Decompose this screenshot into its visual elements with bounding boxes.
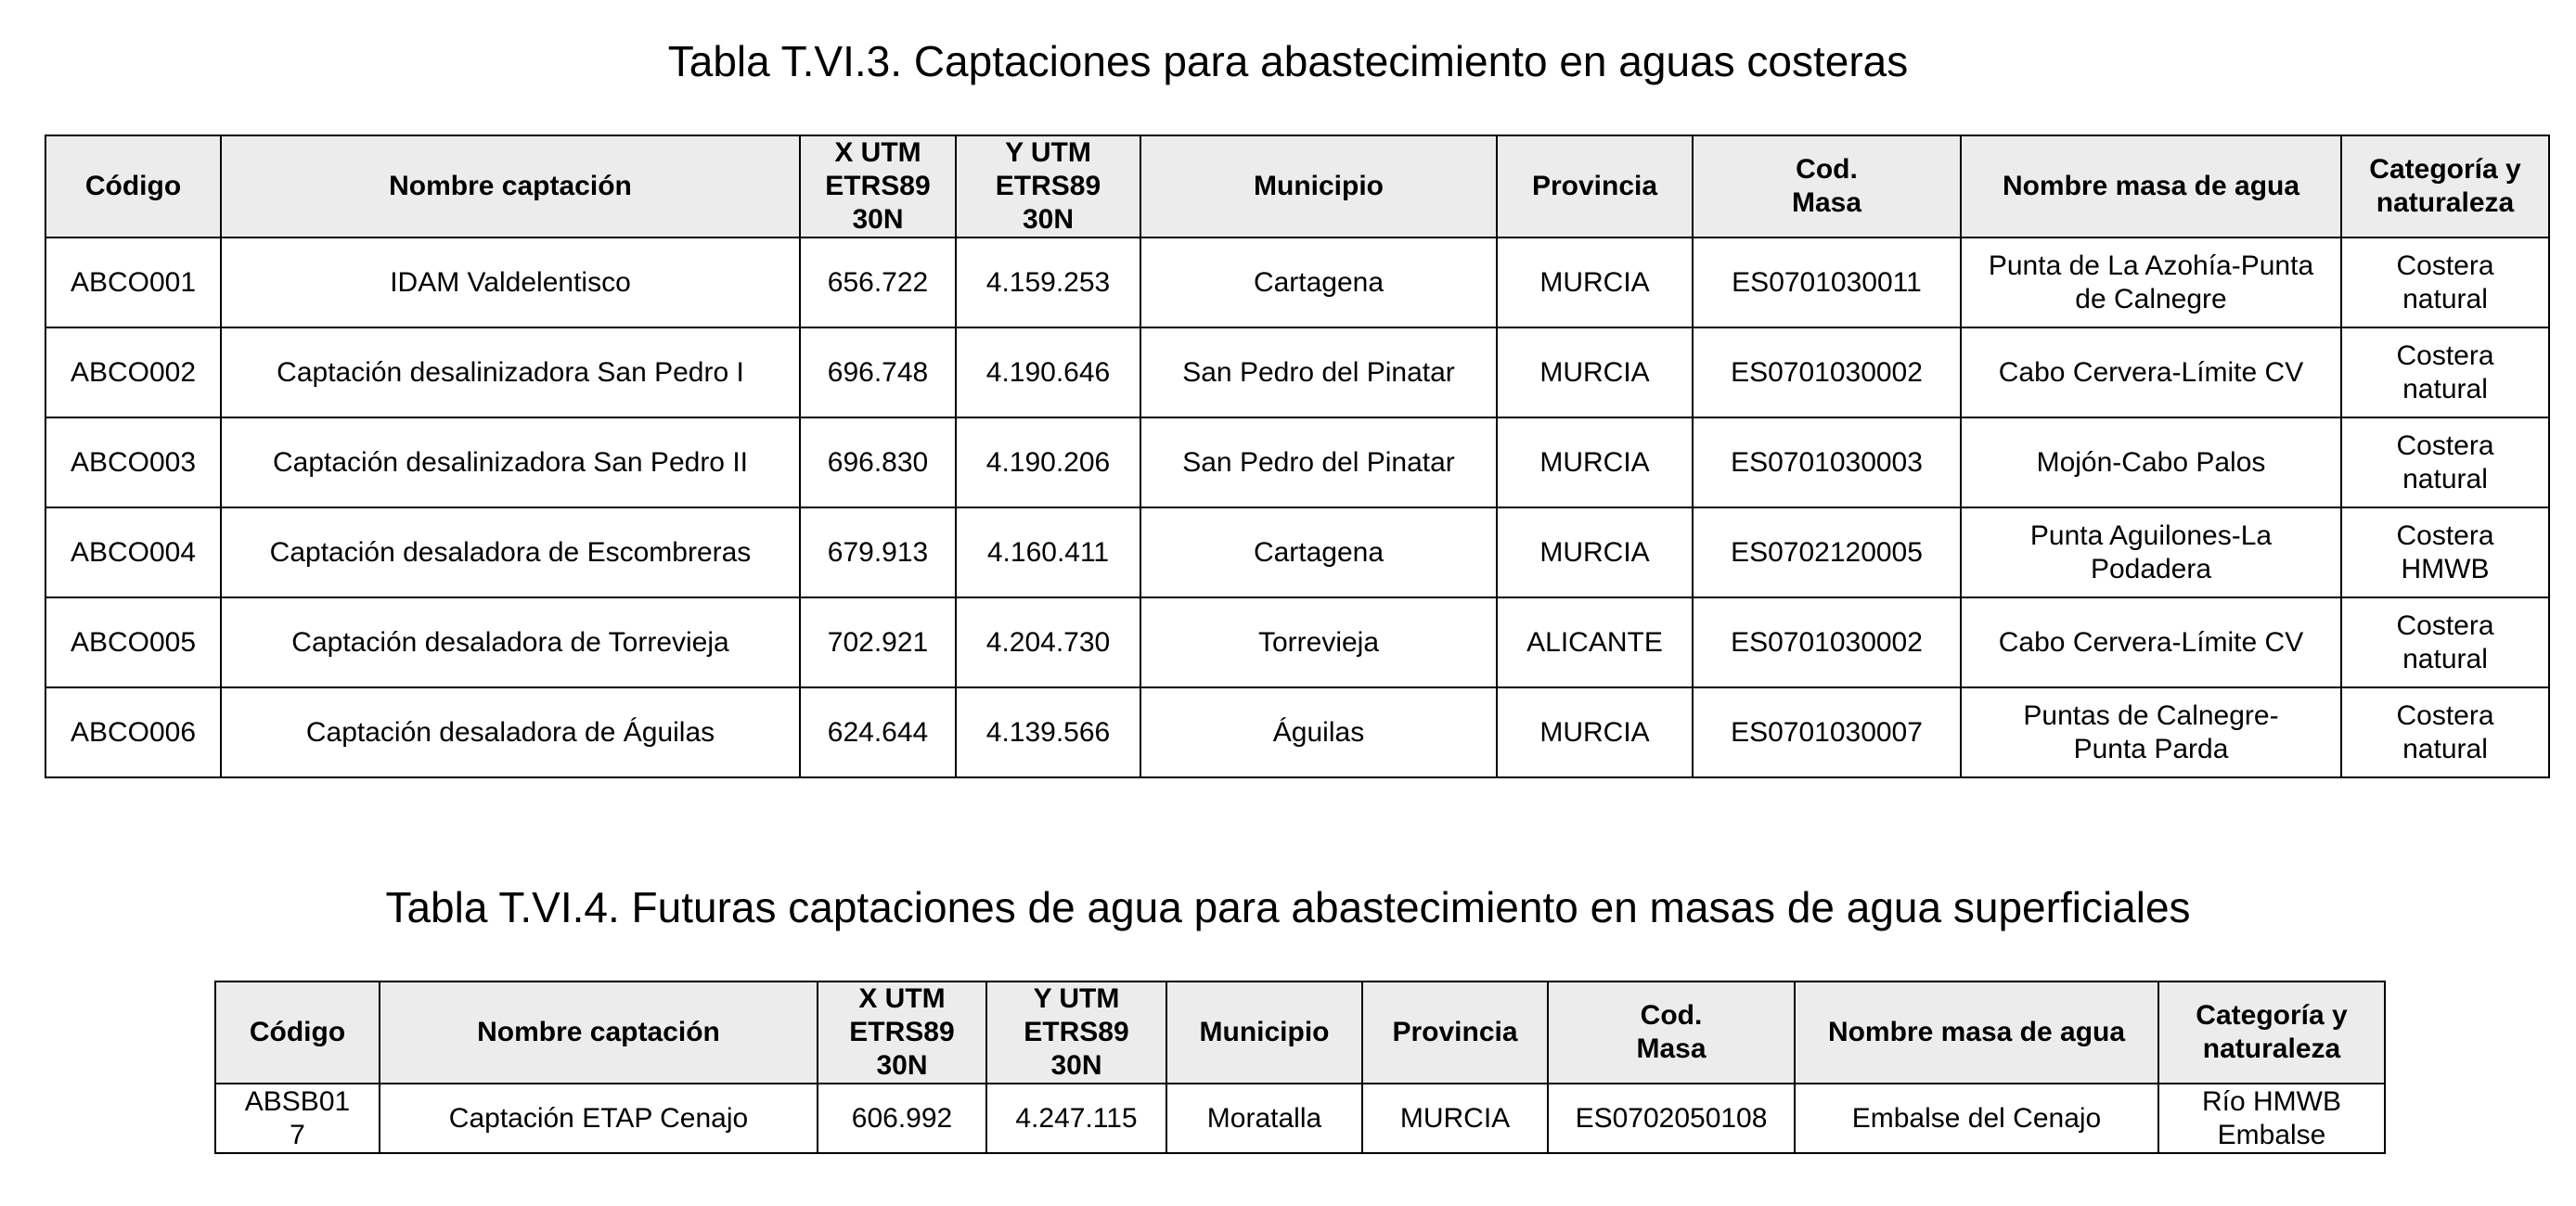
cell-x-utm: 696.830 bbox=[800, 417, 956, 507]
cell-nombre-masa-agua: Punta de La Azohía-Punta de Calnegre bbox=[1961, 237, 2341, 327]
cell-nombre-masa-agua: Puntas de Calnegre- Punta Parda bbox=[1961, 687, 2341, 777]
cell-nombre-masa-agua: Mojón-Cabo Palos bbox=[1961, 417, 2341, 507]
cell-cod-masa: ES0701030011 bbox=[1693, 237, 1961, 327]
cell-nombre-captacion: Captación desaladora de Escombreras bbox=[221, 507, 800, 597]
table-row bbox=[45, 237, 2549, 327]
cell-nombre-captacion: Captación ETAP Cenajo bbox=[380, 1084, 818, 1153]
header-codigo: Código bbox=[215, 981, 380, 1084]
cell-y-utm: 4.204.730 bbox=[956, 597, 1140, 687]
cell-nombre-captacion: Captación desaladora de Torrevieja bbox=[221, 597, 800, 687]
cell-x-utm: 624.644 bbox=[800, 687, 956, 777]
cell-y-utm: 4.159.253 bbox=[956, 237, 1140, 327]
cell-nombre-masa-agua: Punta Aguilones-La Podadera bbox=[1961, 507, 2341, 597]
header-categoria-naturaleza: Categoría y naturaleza bbox=[2341, 135, 2549, 237]
cell-nombre-masa-agua: Cabo Cervera-Límite CV bbox=[1961, 327, 2341, 417]
header-y-utm: Y UTM ETRS89 30N bbox=[956, 135, 1140, 237]
header-x-utm: X UTM ETRS89 30N bbox=[818, 981, 986, 1084]
cell-cod-masa: ES0701030002 bbox=[1693, 327, 1961, 417]
table-title-captaciones-costeras: Tabla T.VI.3. Captaciones para abastecimiento en aguas costeras bbox=[667, 37, 1909, 85]
cell-municipio: San Pedro del Pinatar bbox=[1140, 417, 1497, 507]
cell-provincia: MURCIA bbox=[1497, 417, 1693, 507]
cell-nombre-captacion: IDAM Valdelentisco bbox=[221, 237, 800, 327]
cell-categoria-naturaleza: Río HMWB Embalse bbox=[2158, 1084, 2385, 1153]
cell-provincia: MURCIA bbox=[1497, 237, 1693, 327]
header-provincia: Provincia bbox=[1362, 981, 1548, 1084]
cell-codigo: ABCO005 bbox=[45, 597, 221, 687]
table-row bbox=[45, 417, 2549, 507]
table-row bbox=[215, 1084, 2385, 1153]
header-provincia: Provincia bbox=[1497, 135, 1693, 237]
cell-cod-masa: ES0702050108 bbox=[1548, 1084, 1795, 1153]
cell-x-utm: 696.748 bbox=[800, 327, 956, 417]
cell-categoria-naturaleza: Costera natural bbox=[2341, 597, 2549, 687]
header-nombre-captacion: Nombre captación bbox=[221, 135, 800, 237]
cell-nombre-masa-agua: Embalse del Cenajo bbox=[1795, 1084, 2158, 1153]
header-nombre-captacion: Nombre captación bbox=[380, 981, 818, 1084]
header-cod-masa: Cod. Masa bbox=[1548, 981, 1795, 1084]
table-captaciones-costeras bbox=[45, 135, 2550, 778]
table-header-row bbox=[215, 981, 2385, 1084]
header-x-utm: X UTM ETRS89 30N bbox=[800, 135, 956, 237]
cell-codigo: ABCO001 bbox=[45, 237, 221, 327]
cell-nombre-masa-agua: Cabo Cervera-Límite CV bbox=[1961, 597, 2341, 687]
cell-municipio: San Pedro del Pinatar bbox=[1140, 327, 1497, 417]
cell-categoria-naturaleza: Costera natural bbox=[2341, 327, 2549, 417]
cell-municipio: Torrevieja bbox=[1140, 597, 1497, 687]
header-categoria-naturaleza: Categoría y naturaleza bbox=[2158, 981, 2385, 1084]
header-nombre-masa-agua: Nombre masa de agua bbox=[1961, 135, 2341, 237]
table-title-futuras-captaciones: Tabla T.VI.4. Futuras captaciones de agua para abastecimiento en masas de agua superficiales bbox=[385, 883, 2191, 931]
cell-categoria-naturaleza: Costera natural bbox=[2341, 687, 2549, 777]
cell-y-utm: 4.160.411 bbox=[956, 507, 1140, 597]
header-codigo: Código bbox=[45, 135, 221, 237]
table-futuras-captaciones bbox=[214, 981, 2386, 1154]
table-header-row bbox=[45, 135, 2549, 237]
cell-y-utm: 4.190.206 bbox=[956, 417, 1140, 507]
cell-codigo: ABCO006 bbox=[45, 687, 221, 777]
cell-categoria-naturaleza: Costera natural bbox=[2341, 417, 2549, 507]
cell-codigo: ABCO003 bbox=[45, 417, 221, 507]
header-cod-masa: Cod. Masa bbox=[1693, 135, 1961, 237]
cell-codigo: ABCO002 bbox=[45, 327, 221, 417]
header-y-utm: Y UTM ETRS89 30N bbox=[986, 981, 1166, 1084]
cell-nombre-captacion: Captación desalinizadora San Pedro II bbox=[221, 417, 800, 507]
cell-cod-masa: ES0702120005 bbox=[1693, 507, 1961, 597]
cell-nombre-captacion: Captación desalinizadora San Pedro I bbox=[221, 327, 800, 417]
cell-cod-masa: ES0701030003 bbox=[1693, 417, 1961, 507]
table-row bbox=[45, 597, 2549, 687]
cell-x-utm: 679.913 bbox=[800, 507, 956, 597]
cell-x-utm: 702.921 bbox=[800, 597, 956, 687]
cell-categoria-naturaleza: Costera HMWB bbox=[2341, 507, 2549, 597]
header-municipio: Municipio bbox=[1140, 135, 1497, 237]
cell-y-utm: 4.190.646 bbox=[956, 327, 1140, 417]
cell-cod-masa: ES0701030007 bbox=[1693, 687, 1961, 777]
cell-y-utm: 4.247.115 bbox=[986, 1084, 1166, 1153]
cell-provincia: ALICANTE bbox=[1497, 597, 1693, 687]
cell-municipio: Moratalla bbox=[1166, 1084, 1362, 1153]
cell-categoria-naturaleza: Costera natural bbox=[2341, 237, 2549, 327]
table-row bbox=[45, 687, 2549, 777]
cell-nombre-captacion: Captación desaladora de Águilas bbox=[221, 687, 800, 777]
cell-codigo: ABSB01 7 bbox=[215, 1084, 380, 1153]
cell-provincia: MURCIA bbox=[1497, 507, 1693, 597]
cell-codigo: ABCO004 bbox=[45, 507, 221, 597]
cell-municipio: Cartagena bbox=[1140, 507, 1497, 597]
cell-municipio: Águilas bbox=[1140, 687, 1497, 777]
table-row bbox=[45, 507, 2549, 597]
cell-municipio: Cartagena bbox=[1140, 237, 1497, 327]
cell-cod-masa: ES0701030002 bbox=[1693, 597, 1961, 687]
cell-provincia: MURCIA bbox=[1497, 327, 1693, 417]
cell-x-utm: 606.992 bbox=[818, 1084, 986, 1153]
cell-provincia: MURCIA bbox=[1362, 1084, 1548, 1153]
cell-provincia: MURCIA bbox=[1497, 687, 1693, 777]
table-row bbox=[45, 327, 2549, 417]
header-nombre-masa-agua: Nombre masa de agua bbox=[1795, 981, 2158, 1084]
cell-x-utm: 656.722 bbox=[800, 237, 956, 327]
cell-y-utm: 4.139.566 bbox=[956, 687, 1140, 777]
header-municipio: Municipio bbox=[1166, 981, 1362, 1084]
